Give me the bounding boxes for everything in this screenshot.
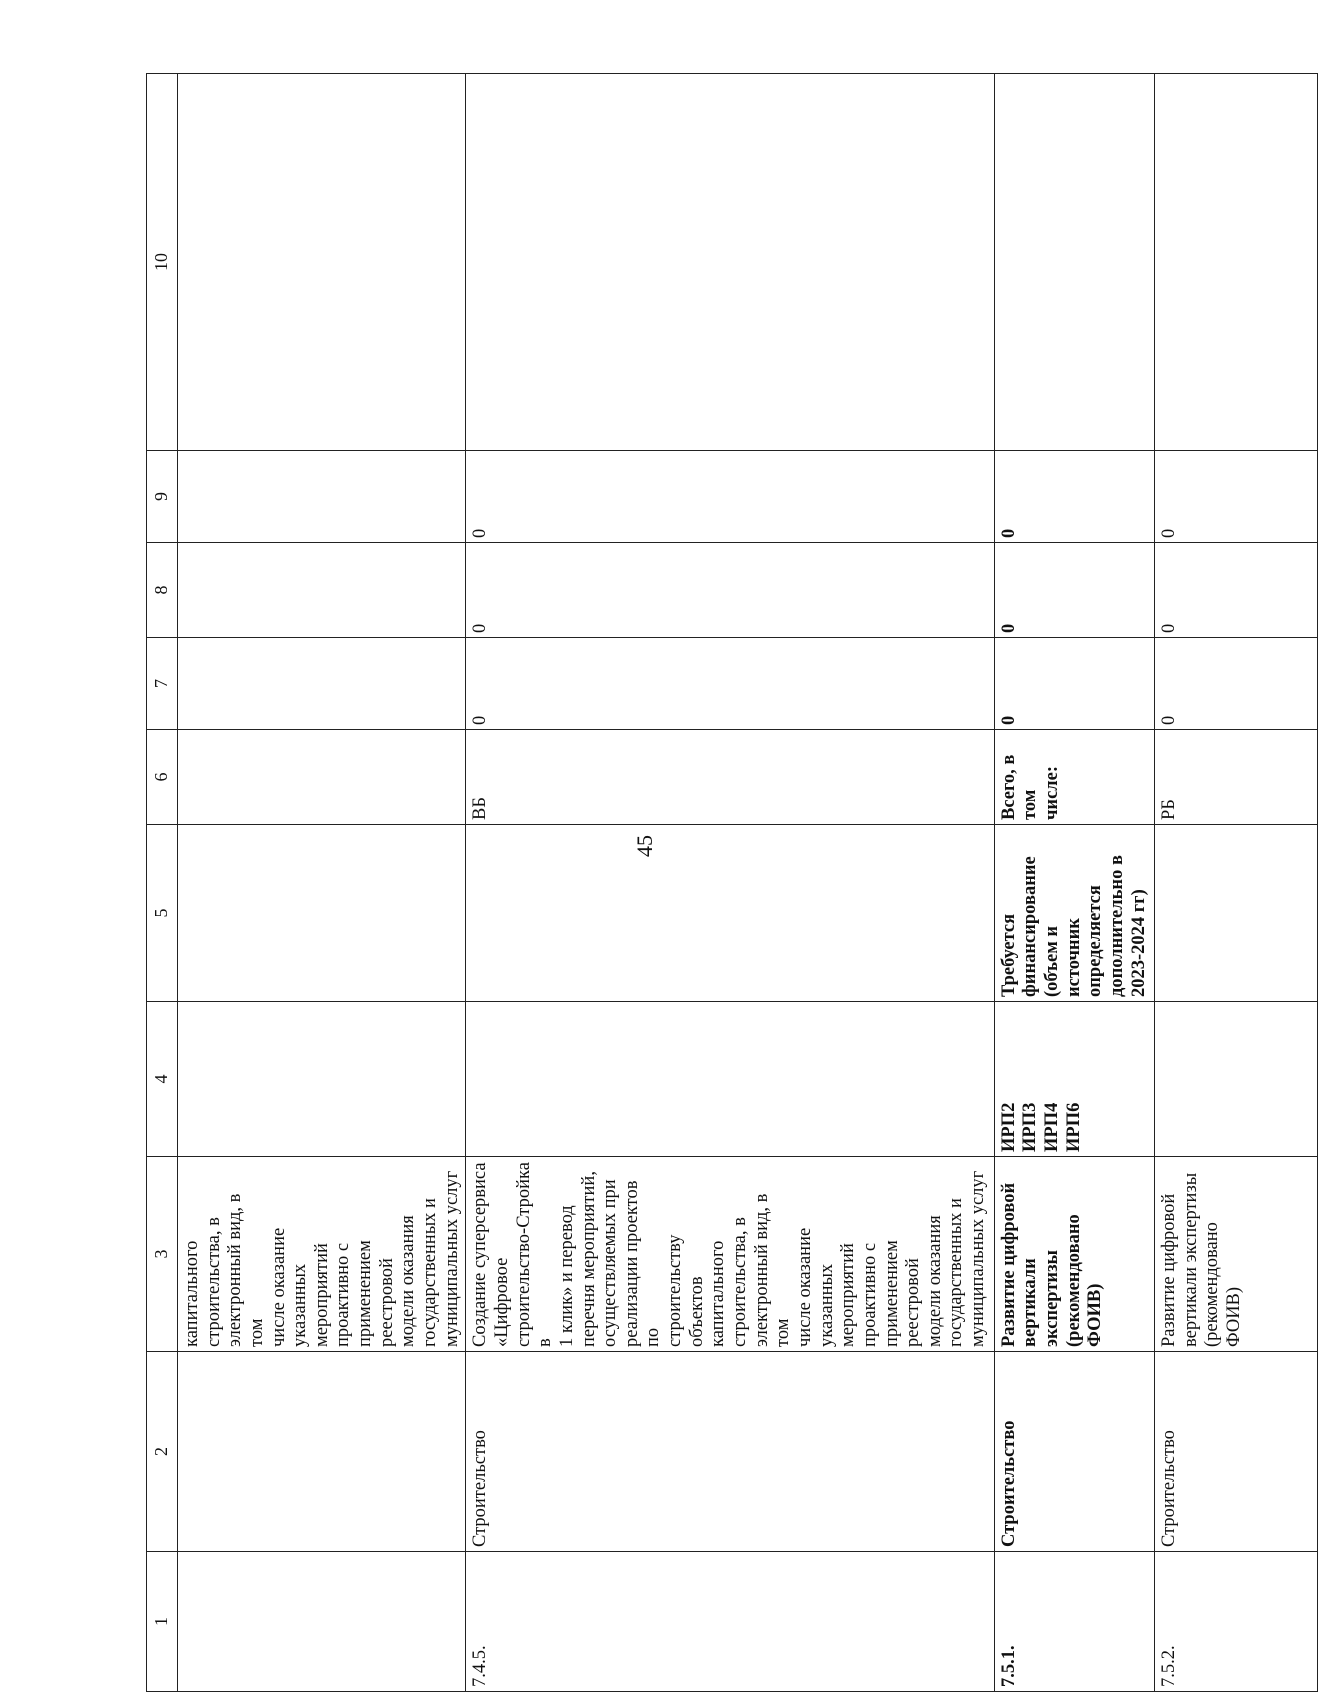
- cell-measure-name: Развитие цифровой вертикали экспертизы (рекомендовано ФОИВ): [994, 1157, 1154, 1352]
- cell-indicators: [1155, 1002, 1318, 1157]
- cell-source: РБ: [1155, 730, 1318, 825]
- cell-value-7: [178, 638, 466, 730]
- cell-financing: Требуется финансирование (объем и источник определяется дополнительно в 2023-2024 гг): [994, 825, 1154, 1002]
- cell-value-9: [178, 451, 466, 543]
- column-number-row: [147, 74, 178, 1692]
- cell-value-7: 0: [1155, 638, 1318, 730]
- cell-column-10: [994, 74, 1154, 451]
- column-number: 1: [147, 1552, 178, 1692]
- cell-value-8: 0: [994, 543, 1154, 638]
- cell-id: 7.5.2.: [1155, 1552, 1318, 1692]
- rotated-table-container: [146, 74, 1245, 1692]
- cell-financing: [1155, 825, 1318, 1002]
- cell-financing: [466, 825, 994, 1002]
- cell-sphere: Строительство: [1155, 1352, 1318, 1552]
- table-row: [994, 74, 1154, 1692]
- cell-value-7: 0: [994, 638, 1154, 730]
- cell-sphere: Строительство: [466, 1352, 994, 1552]
- column-number: 4: [147, 1002, 178, 1157]
- column-number: 6: [147, 730, 178, 825]
- cell-source: ВБ: [466, 730, 994, 825]
- column-number: 7: [147, 638, 178, 730]
- column-number: 3: [147, 1157, 178, 1352]
- table-row: [178, 74, 466, 1692]
- cell-value-7: 0: [466, 638, 994, 730]
- table-row: [466, 74, 994, 1692]
- cell-id: [178, 1552, 466, 1692]
- cell-value-9: 0: [994, 451, 1154, 543]
- column-number: 2: [147, 1352, 178, 1552]
- cell-sphere: [178, 1352, 466, 1552]
- column-number: 9: [147, 451, 178, 543]
- cell-value-8: 0: [1155, 543, 1318, 638]
- cell-column-10: [1155, 74, 1318, 451]
- measures-table: [146, 73, 1318, 1692]
- cell-source: Всего, в том числе:: [994, 730, 1154, 825]
- column-number: 5: [147, 825, 178, 1002]
- cell-value-8: 0: [466, 543, 994, 638]
- page-number: 45: [632, 835, 657, 857]
- cell-id: 7.5.1.: [994, 1552, 1154, 1692]
- cell-column-10: [466, 74, 994, 451]
- column-number: 10: [147, 74, 178, 451]
- cell-id: 7.4.5.: [466, 1552, 994, 1692]
- cell-financing: [178, 825, 466, 1002]
- cell-sphere: Строительство: [994, 1352, 1154, 1552]
- cell-source: [178, 730, 466, 825]
- cell-measure-name: Развитие цифровой вертикали экспертизы (рекомендовано ФОИВ): [1155, 1157, 1318, 1352]
- cell-measure-name: Создание суперсервиса «Цифровое строительство-Стройка в 1 клик» и перевод перечня мероприятий, осуществляемых при реализации проектов по строительству объектов капитального строительства, в электронный вид, в том числе оказание указанных мероприятий проактивно с применением реестровой модели оказания государственных и муниципальных услуг: [466, 1157, 994, 1352]
- cell-column-10: [178, 74, 466, 451]
- cell-value-8: [178, 543, 466, 638]
- cell-indicators: [178, 1002, 466, 1157]
- cell-measure-name: капитального строительства, в электронный вид, в том числе оказание указанных мероприятий проактивно с применением реестровой модели оказания государственных и муниципальных услуг: [178, 1157, 466, 1352]
- cell-indicators: ИРП2 ИРП3 ИРП4 ИРП6: [994, 1002, 1154, 1157]
- column-number: 8: [147, 543, 178, 638]
- cell-indicators: [466, 1002, 994, 1157]
- table-row: [1155, 74, 1318, 1692]
- cell-value-9: 0: [1155, 451, 1318, 543]
- cell-value-9: 0: [466, 451, 994, 543]
